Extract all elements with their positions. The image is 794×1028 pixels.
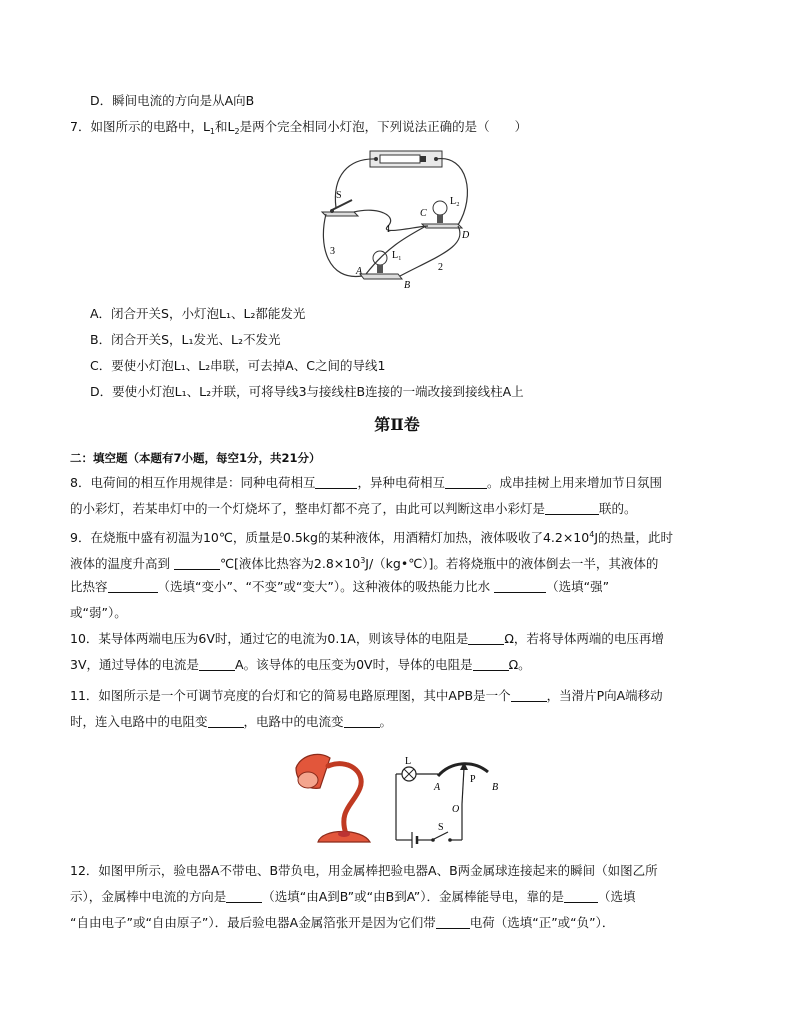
label-o: O xyxy=(452,804,460,815)
q8-text: 。成串挂树上用来增加节日氛围 xyxy=(486,475,662,490)
q9-line-1 xyxy=(70,526,673,547)
q7-stem-part: 7．如图所示的电路中，L xyxy=(70,119,210,134)
label-l: L xyxy=(405,756,412,767)
q7-option-a: A．闭合开关S，小灯泡L₁、L₂都能发光 xyxy=(90,306,306,321)
q9-text: 比热容 xyxy=(70,579,108,594)
q9-text: 9．在烧瓶中盛有初温为10℃，质量是0.5kg的某种液体，用酒精灯加热，液体吸收了4.2×10 xyxy=(70,530,590,545)
answer-blank[interactable] xyxy=(315,476,357,489)
q9-text: ℃[液体比热容为2.8×10 xyxy=(220,556,361,571)
battery-symbol-icon xyxy=(412,832,417,848)
q11-line-2 xyxy=(70,713,392,731)
q7-circuit-figure xyxy=(318,146,478,296)
answer-blank[interactable] xyxy=(473,658,509,671)
q11-text: 。 xyxy=(379,714,393,729)
q9-text: （选填“强” xyxy=(546,579,610,594)
battery-icon xyxy=(370,151,442,167)
answer-blank[interactable] xyxy=(108,580,158,593)
q7-stem xyxy=(70,118,527,141)
answer-blank[interactable] xyxy=(564,890,598,903)
q9-text: J/（kg•℃）]。若将烧瓶中的液体倒去一半，其液体的 xyxy=(365,556,659,571)
switch-symbol-icon xyxy=(431,832,452,842)
q10-text: 10．某导体两端电压为6V时，通过它的电流为0.1A，则该导体的电阻是 xyxy=(70,631,469,646)
q9-line-4: 或“弱”）。 xyxy=(70,605,127,620)
switch-icon xyxy=(322,200,358,216)
rheostat-icon xyxy=(438,762,488,804)
q12-text: 示），金属棒中电流的方向是 xyxy=(70,889,227,904)
label-c: C xyxy=(420,208,427,219)
answer-blank[interactable] xyxy=(226,890,262,903)
label-b: B xyxy=(492,782,499,793)
q10-line-1 xyxy=(70,630,664,648)
lamp-symbol-icon xyxy=(402,767,416,781)
q12-text: （选填“由A到B”或“由B到A”）．金属棒能导电，靠的是 xyxy=(262,889,564,904)
q12-text: （选填 xyxy=(597,889,636,904)
q11-circuit-diagram xyxy=(388,752,512,852)
label-p: P xyxy=(470,774,476,785)
q7-option-c: C．要使小灯泡L₁、L₂串联，可去掉A、C之间的导线1 xyxy=(90,358,386,373)
answer-blank[interactable] xyxy=(199,658,235,671)
q7-option-b: B．闭合开关S，L₁发光、L₂不发光 xyxy=(90,332,281,347)
q9-line-2 xyxy=(70,552,658,573)
q11-text: ，电路中的电流变 xyxy=(243,714,344,729)
answer-blank[interactable] xyxy=(468,632,504,645)
q9-text: J的热量，此时 xyxy=(594,530,673,545)
q10-text: 3V，通过导体的电流是 xyxy=(70,657,200,672)
answer-blank[interactable] xyxy=(344,715,380,728)
q9-sup: 3 xyxy=(360,556,366,565)
label-b: B xyxy=(404,280,411,291)
q8-text: ，异种电荷相互 xyxy=(357,475,445,490)
answer-blank[interactable] xyxy=(174,557,220,570)
q10-line-2 xyxy=(70,656,531,674)
label-a: A xyxy=(434,782,441,793)
q9-sup: 4 xyxy=(589,530,595,539)
q11-text: 11．如图所示是一个可调节亮度的台灯和它的简易电路原理图，其中APB是一个 xyxy=(70,688,511,703)
q6-option-d: D．瞬间电流的方向是从A向B xyxy=(90,93,255,108)
q12-line-3 xyxy=(70,914,614,932)
answer-blank[interactable] xyxy=(436,916,470,929)
answer-blank[interactable] xyxy=(208,715,244,728)
answer-blank[interactable] xyxy=(545,502,599,515)
q8-text: 的小彩灯，若某串灯中的一个灯烧坏了，整串灯都不亮了，由此可以判断这串小彩灯是 xyxy=(70,501,546,516)
q8-text: 8．电荷间的相互作用规律是：同种电荷相互 xyxy=(70,475,316,490)
section-heading: 二：填空题（本题有7小题，每空1分，共21分） xyxy=(70,451,321,465)
q10-text: Ω。 xyxy=(508,657,531,672)
q12-text: 电荷（选填“正”或“负”）． xyxy=(469,915,615,930)
q12-line-1: 12．如图甲所示，验电器A不带电、B带负电，用金属棒把验电器A、B两金属球连接起来的瞬间（如图乙所 xyxy=(70,863,658,878)
q7-option-d: D．要使小灯泡L₁、L₂并联，可将导线3与接线柱B连接的一端改接到接线柱A上 xyxy=(90,384,524,399)
desk-lamp-image xyxy=(288,748,378,848)
label-wire-2: 2 xyxy=(438,262,443,273)
label-l1: L₁ xyxy=(392,250,402,261)
label-a: A xyxy=(356,266,363,277)
q9-line-3 xyxy=(70,578,609,596)
answer-blank[interactable] xyxy=(494,580,546,593)
label-s: S xyxy=(336,190,342,201)
q10-text: Ω，若将导体两端的电压再增 xyxy=(504,631,664,646)
q10-text: A。该导体的电压变为0V时，导体的电阻是 xyxy=(235,657,473,672)
q12-line-2 xyxy=(70,888,635,906)
answer-blank[interactable] xyxy=(445,476,487,489)
q11-line-1 xyxy=(70,687,663,705)
q8-line-1 xyxy=(70,474,662,492)
answer-blank[interactable] xyxy=(511,689,547,702)
q7-stem-sub: 1 xyxy=(209,127,216,136)
q9-text: 液体的温度升高到 xyxy=(70,556,171,571)
label-s: S xyxy=(438,822,444,833)
q11-text: 时，连入电路中的电阻变 xyxy=(70,714,208,729)
q8-line-2 xyxy=(70,500,637,518)
q12-text: “自由电子”或“自由原子”）．最后验电器A金属箔张开是因为它们带 xyxy=(70,915,436,930)
label-d: D xyxy=(462,230,470,241)
label-wire-3: 3 xyxy=(330,246,335,257)
q8-text: 联的。 xyxy=(599,501,637,516)
q7-stem-sub: 2 xyxy=(234,127,240,136)
label-l2: L₂ xyxy=(450,196,460,207)
q7-stem-part: 和L xyxy=(215,119,235,134)
q9-text: （选填“变小”、“不变”或“变大”）。这种液体的吸热能力比水 xyxy=(157,579,491,594)
label-wire-1: 1 xyxy=(386,224,391,235)
part-title: 第Ⅱ卷 xyxy=(374,415,420,434)
q11-text: ，当滑片P向A端移动 xyxy=(546,688,663,703)
q7-stem-part: 是两个完全相同小灯泡，下列说法正确的是（ ） xyxy=(239,119,528,134)
